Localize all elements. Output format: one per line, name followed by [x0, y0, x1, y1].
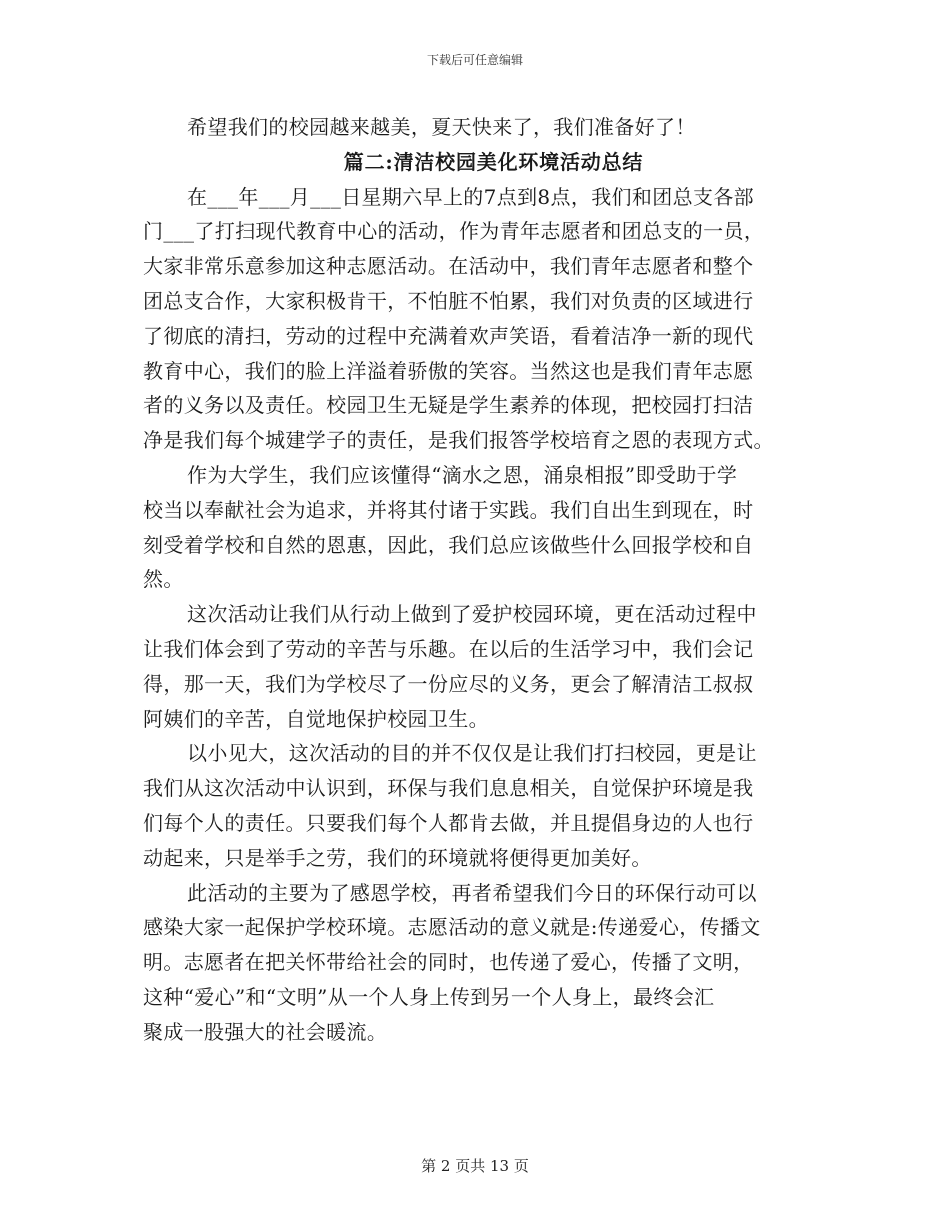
- text-line: 阿姨们的辛苦，自觉地保护校园卫生。: [143, 706, 489, 731]
- document-body: [143, 110, 808, 1050]
- text-line: 们每个人的责任。只要我们每个人都肯去做，并且提倡身边的人也行: [143, 810, 754, 835]
- text-line: 希望我们的校园越来越美，夏天快来了，我们准备好了！: [187, 115, 696, 139]
- text-line: 这种“爱心”和“文明”从一个人身上传到另一个人身上，最终会汇: [143, 984, 715, 1009]
- page-header: 下载后可任意编辑: [426, 53, 523, 67]
- text-line: 这次活动让我们从行动上做到了爱护校园环境，更在活动过程中: [187, 602, 757, 627]
- text-line: 感染大家一起保护学校环境。志愿活动的意义就是:传递爱心，传播文: [143, 915, 761, 940]
- text-line: 明。志愿者在把关怀带给社会的同时，也传递了爱心，传播了文明，: [143, 950, 754, 975]
- text-line: 团总支合作，大家积极肯干，不怕脏不怕累，我们对负责的区域进行: [143, 288, 754, 313]
- text-line: 让我们体会到了劳动的辛苦与乐趣。在以后的生活学习中，我们会记: [143, 636, 754, 661]
- text-line: 此活动的主要为了感恩学校，再者希望我们今日的环保行动可以: [187, 880, 757, 905]
- section-title: 篇二:清洁校园美化环境活动总结: [343, 149, 644, 174]
- page-footer: 第 2 页共 13 页: [421, 1157, 529, 1175]
- text-line: 者的义务以及责任。校园卫生无疑是学生素养的体现，把校园打扫洁: [143, 393, 754, 418]
- text-line: 我们从这次活动中认识到，环保与我们息息相关，自觉保护环境是我: [143, 776, 754, 801]
- text-line: 了彻底的清扫，劳动的过程中充满着欢声笑语，看着洁净一新的现代: [143, 323, 754, 348]
- text-line: 然。: [143, 567, 184, 592]
- text-line: 作为大学生，我们应该懂得“滴水之恩，涌泉相报”即受助于学: [187, 462, 738, 487]
- text-line: 刻受着学校和自然的恩惠，因此，我们总应该做些什么回报学校和自: [143, 532, 754, 557]
- text-line: 动起来，只是举手之劳，我们的环境就将便得更加美好。: [143, 845, 652, 870]
- text-line: 在___年___月___日星期六早上的7点到8点，我们和团总支各部: [187, 184, 754, 209]
- text-line: 门___了打扫现代教育中心的活动，作为青年志愿者和团总支的一员，: [143, 219, 765, 244]
- text-line: 校当以奉献社会为追求，并将其付诸于实践。我们自出生到现在，时: [143, 497, 754, 522]
- text-line: 聚成一股强大的社会暖流。: [143, 1019, 388, 1044]
- text-line: 得，那一天，我们为学校尽了一份应尽的义务，更会了解清洁工叔叔: [143, 671, 754, 696]
- text-line: 净是我们每个城建学子的责任，是我们报答学校培育之恩的表现方式。: [143, 428, 774, 453]
- text-line: 大家非常乐意参加这种志愿活动。在活动中，我们青年志愿者和整个: [143, 254, 754, 279]
- text-line: 教育中心，我们的脸上洋溢着骄傲的笑容。当然这也是我们青年志愿: [143, 358, 754, 383]
- text-line: 以小见大，这次活动的目的并不仅仅是让我们打扫校园，更是让: [187, 741, 757, 766]
